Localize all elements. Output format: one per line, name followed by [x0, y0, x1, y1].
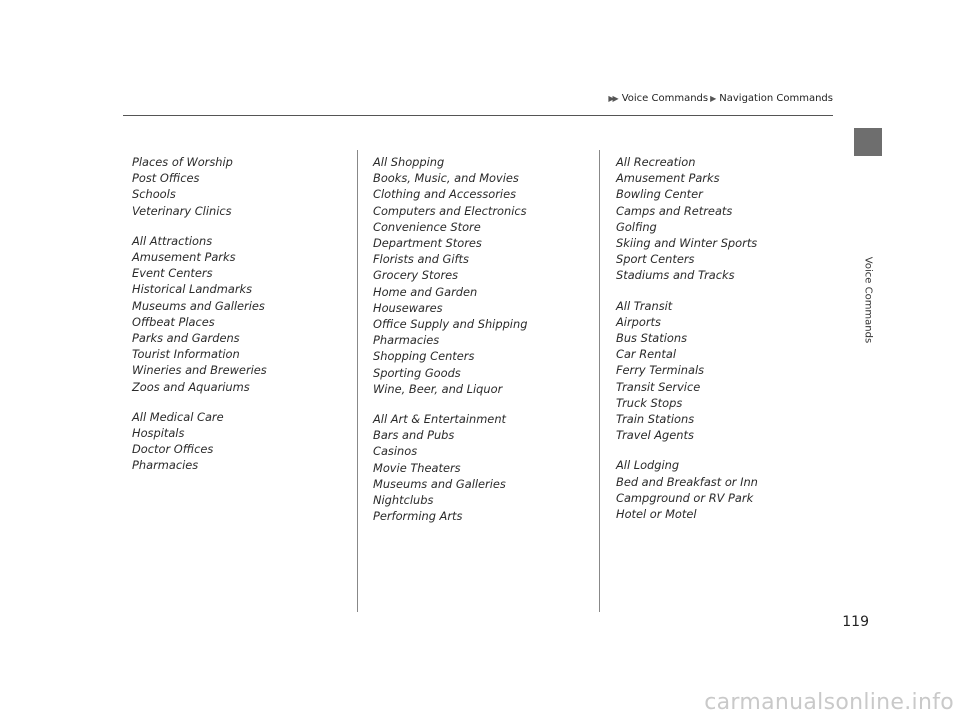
command-item: Housewares [373, 300, 443, 315]
command-item: All Recreation [616, 155, 696, 169]
command-group [132, 409, 267, 474]
command-item: All Attractions [132, 233, 213, 248]
command-item: Places of Worship [132, 155, 233, 169]
command-item: Sport Centers [616, 252, 695, 267]
header-rule [123, 115, 833, 116]
command-item: Car Rental [616, 347, 676, 362]
section-tab-label: Voice Commands [862, 256, 874, 344]
command-item: Transit Service [616, 379, 701, 394]
command-item: Doctor Offices [132, 442, 214, 457]
command-item: Office Supply and Shipping [373, 317, 528, 332]
command-item: All Lodging [616, 458, 680, 473]
command-item: Ferry Terminals [616, 363, 705, 378]
column-1 [132, 154, 267, 488]
breadcrumb-item: Voice Commands [621, 93, 709, 104]
column-2 [373, 154, 527, 538]
command-item: Train Stations [616, 412, 695, 427]
command-group [616, 154, 758, 284]
command-item: Bars and Pubs [373, 428, 455, 443]
command-group [373, 154, 527, 397]
command-item: Wine, Beer, and Liquor [373, 381, 503, 396]
command-item: All Art & Entertainment [373, 412, 507, 427]
command-item: Sporting Goods [373, 365, 461, 380]
command-item: Grocery Stores [373, 268, 459, 283]
command-item: Veterinary Clinics [132, 203, 232, 218]
command-item: Home and Garden [373, 284, 478, 299]
command-item: Offbeat Places [132, 314, 215, 329]
command-item: Convenience Store [373, 219, 481, 234]
command-item: Travel Agents [616, 428, 694, 443]
page-number: 119 [842, 614, 869, 630]
command-group [132, 233, 267, 395]
command-item: Bed and Breakfast or Inn [616, 474, 758, 489]
command-item: All Transit [616, 298, 673, 313]
command-item: All Shopping [373, 155, 445, 169]
column-divider [599, 150, 600, 612]
command-item: Clothing and Accessories [373, 187, 517, 202]
command-item: Books, Music, and Movies [373, 171, 519, 186]
double-arrow-icon: ▶▶ [608, 94, 617, 103]
command-item: Camps and Retreats [616, 203, 733, 218]
command-item: Casinos [373, 444, 418, 459]
command-item: Hospitals [132, 426, 185, 441]
command-item: Museums and Galleries [132, 298, 265, 313]
arrow-icon: ▶ [710, 94, 715, 103]
command-item: Pharmacies [373, 333, 440, 348]
command-group [132, 154, 267, 219]
command-item: Nightclubs [373, 493, 434, 508]
command-item: Movie Theaters [373, 460, 461, 475]
command-item: Amusement Parks [132, 250, 236, 265]
command-item: Performing Arts [373, 509, 463, 524]
command-item: Event Centers [132, 266, 213, 281]
command-item: Parks and Gardens [132, 331, 240, 346]
command-item: Florists and Gifts [373, 252, 469, 267]
command-item: Bus Stations [616, 331, 688, 346]
breadcrumb-item: Navigation Commands [719, 93, 833, 104]
command-item: All Medical Care [132, 409, 224, 424]
command-item: Historical Landmarks [132, 282, 253, 297]
command-item: Shopping Centers [373, 349, 475, 364]
command-item: Pharmacies [132, 458, 199, 473]
command-item: Bowling Center [616, 187, 703, 202]
command-item: Amusement Parks [616, 171, 720, 186]
command-item: Post Offices [132, 171, 200, 186]
command-item: Golfing [616, 219, 657, 234]
command-item: Computers and Electronics [373, 203, 527, 218]
command-item: Hotel or Motel [616, 507, 697, 522]
breadcrumb [608, 93, 833, 104]
command-item: Skiing and Winter Sports [616, 236, 758, 251]
column-3 [616, 154, 758, 536]
command-item: Museums and Galleries [373, 476, 506, 491]
section-tab-marker [854, 128, 882, 156]
command-group [616, 457, 758, 522]
command-item: Department Stores [373, 236, 482, 251]
command-item: Truck Stops [616, 395, 683, 410]
watermark: carmanualsonline.info [704, 690, 954, 715]
command-item: Campground or RV Park [616, 490, 754, 505]
command-item: Schools [132, 187, 176, 202]
command-item: Wineries and Breweries [132, 363, 267, 378]
command-item: Stadiums and Tracks [616, 268, 735, 283]
command-item: Airports [616, 314, 661, 329]
command-group [616, 298, 758, 444]
command-group [373, 411, 527, 524]
command-item: Tourist Information [132, 347, 240, 362]
command-item: Zoos and Aquariums [132, 379, 250, 394]
column-divider [357, 150, 358, 612]
